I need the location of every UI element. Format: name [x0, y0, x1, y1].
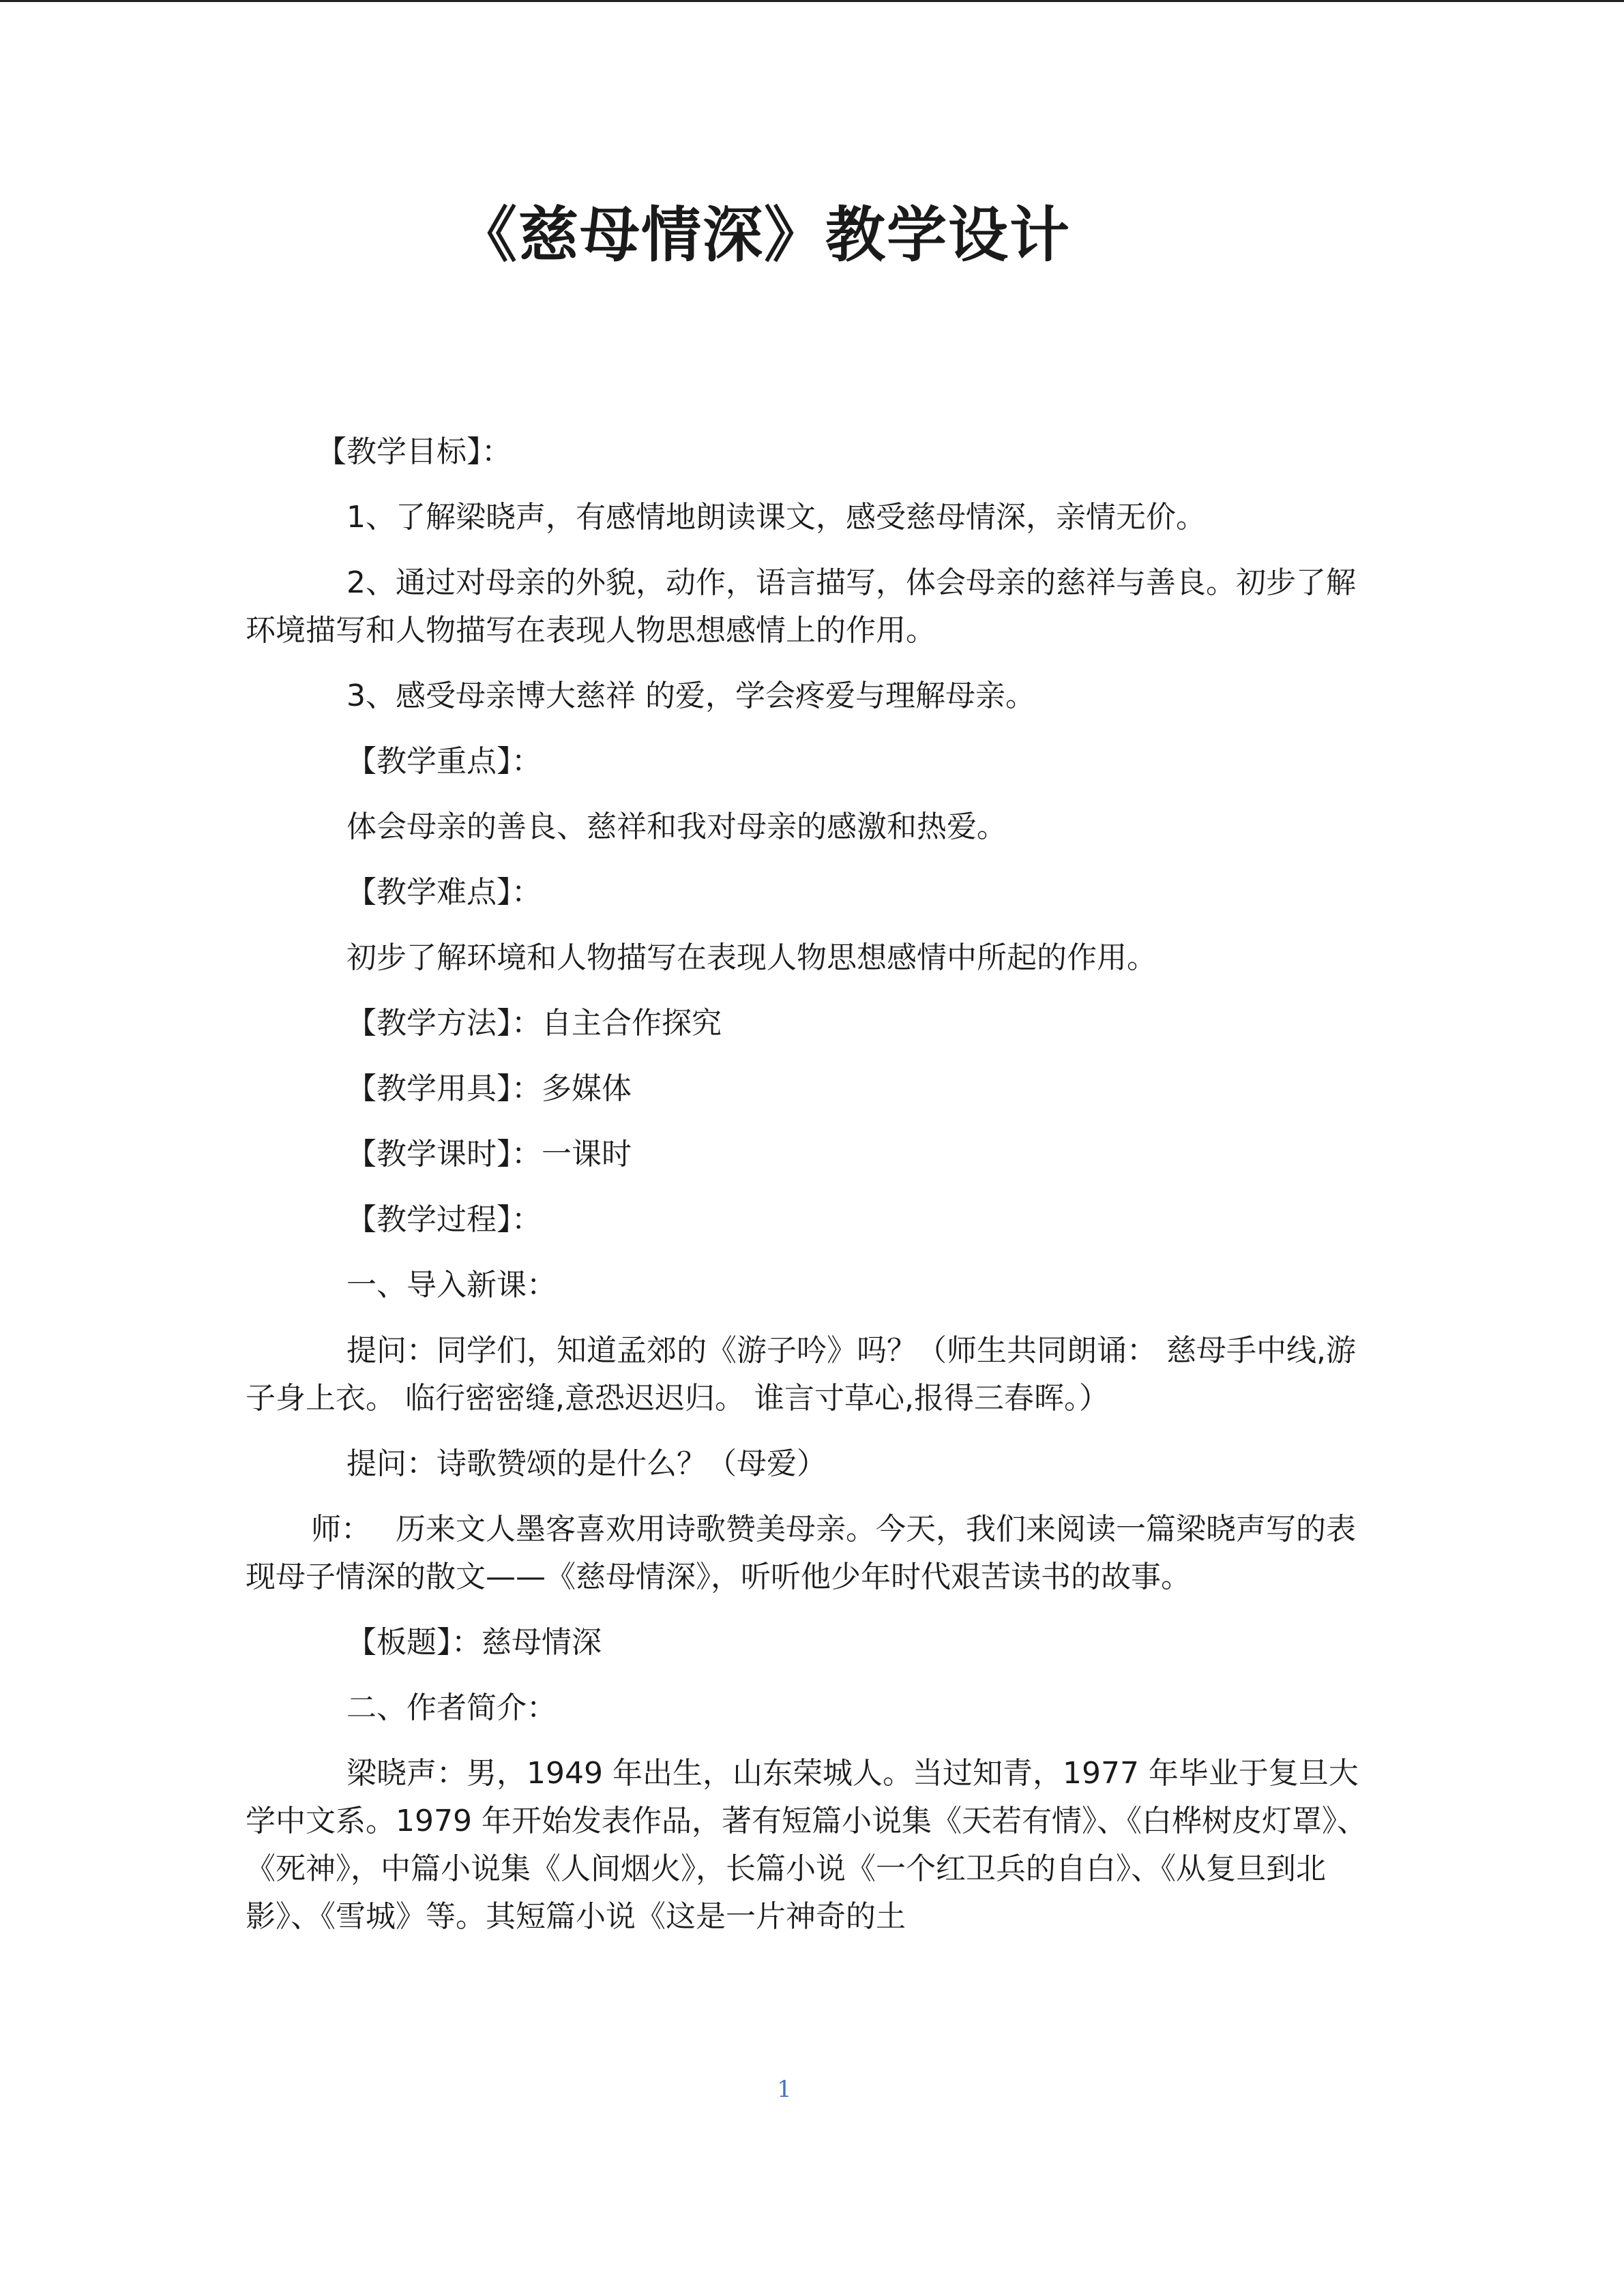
objectives-heading: 【教学目标】： [316, 434, 512, 469]
question-2: 提问：诗歌赞颂的是什么？（母爱） [346, 1446, 827, 1481]
teacher-remark: 师： 历来文人墨客喜欢用诗歌赞美母亲。今天，我们来阅读一篇梁晓声写的表现母子情深的散文——《慈母情深》，听听他少年时代艰苦读书的故事。 [246, 1512, 1356, 1594]
objective-2: 2、通过对母亲的外貌，动作，语言描写，体会母亲的慈祥与善良。初步了解环境描写和人物描写在表现人物思想感情上的作用。 [246, 565, 1356, 648]
process-heading: 【教学过程】： [346, 1202, 542, 1237]
teaching-period: 【教学课时】：一课时 [346, 1137, 632, 1172]
difficulty-text: 初步了解环境和人物描写在表现人物思想感情中所起的作用。 [346, 940, 1157, 975]
teaching-method: 【教学方法】：自主合作探究 [346, 1006, 722, 1041]
document-title: 《慈母情深》教学设计 [456, 200, 1071, 270]
difficulty-heading: 【教学难点】： [346, 875, 542, 910]
author-intro: 梁晓声：男，1949 年出生，山东荣城人。当过知青，1977 年毕业于复旦大学中文系。1979 年开始发表作品，著有短篇小说集《天若有情》、《白桦树皮灯罩》、《死神》，中篇小说集《人间烟火》，长篇小说《一个红卫兵的自白》、《从复旦到北影》、《雪城》等。其短篇小说《这是一片神奇的土 [246, 1756, 1367, 1934]
objective-1: 1、了解梁晓声，有感情地朗读课文，感受慈母情深，亲情无价。 [346, 500, 1206, 535]
key-points-heading: 【教学重点】： [346, 744, 542, 779]
teaching-tools: 【教学用具】：多媒体 [346, 1071, 632, 1106]
board-title: 【板题】：慈母情深 [346, 1625, 602, 1660]
objective-3: 3、感受母亲博大慈祥 的爱，学会疼爱与理解母亲。 [346, 679, 1035, 713]
page-top-border [0, 0, 1624, 2]
key-points-text: 体会母亲的善良、慈祥和我对母亲的感激和热爱。 [346, 809, 1007, 844]
question-1: 提问：同学们，知道孟郊的《游子吟》吗？（师生共同朗诵： 慈母手中线,游子身上衣。 临行密密缝,意恐迟迟归。 谁言寸草心,报得三春晖。） [246, 1333, 1356, 1416]
step-2-heading: 二、作者简介： [346, 1690, 557, 1725]
document-body [246, 428, 1378, 1941]
page-number: 1 [777, 2076, 792, 2103]
step-1-heading: 一、导入新课： [346, 1268, 557, 1302]
